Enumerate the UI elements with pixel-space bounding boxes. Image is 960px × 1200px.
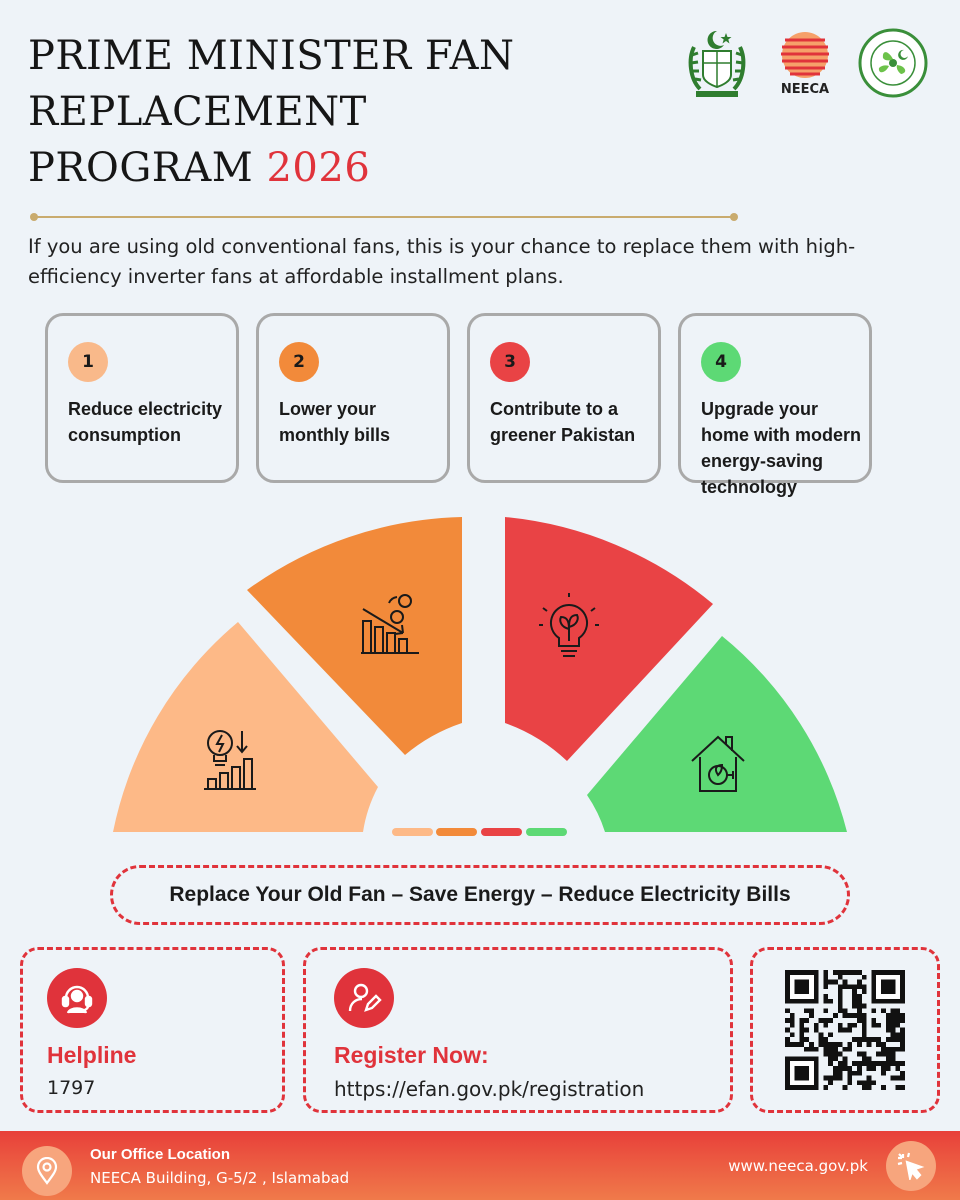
title-year: 2026 bbox=[266, 145, 371, 191]
gauge-tick-3 bbox=[481, 828, 522, 836]
benefit-number: 1 bbox=[68, 342, 108, 382]
helpline-number[interactable]: 1797 bbox=[47, 1077, 96, 1099]
benefit-text: Contribute to a greener Pakistan bbox=[490, 399, 636, 445]
office-location-label: Our Office Location bbox=[90, 1146, 231, 1163]
gauge-tick-1 bbox=[392, 828, 433, 836]
intro-text: If you are using old conventional fans, this is your chance to replace them with high-efficiency inverter fans at affordable installment plans. bbox=[28, 235, 856, 288]
qr-code[interactable] bbox=[785, 970, 905, 1090]
logo-group bbox=[682, 26, 928, 100]
headset-icon bbox=[47, 968, 107, 1028]
title-line-1: PRIME MINISTER FAN bbox=[28, 33, 515, 79]
tagline: Replace Your Old Fan – Save Energy – Reduce Electricity Bills bbox=[110, 865, 850, 925]
gauge-tick-2 bbox=[436, 828, 477, 836]
website-link[interactable]: www.neeca.gov.pk bbox=[728, 1157, 868, 1175]
location-pin-icon bbox=[22, 1146, 72, 1196]
benefit-number: 3 bbox=[490, 342, 530, 382]
benefit-card bbox=[256, 313, 450, 483]
neeca-logo-text: NEECA bbox=[780, 81, 830, 97]
footer bbox=[0, 1131, 960, 1200]
neeca-logo bbox=[770, 26, 840, 100]
office-address: NEECA Building, G-5/2 , Islamabad bbox=[90, 1169, 350, 1187]
register-box bbox=[303, 947, 733, 1113]
government-emblem-logo bbox=[682, 26, 752, 100]
register-title: Register Now: bbox=[334, 1042, 489, 1068]
benefit-text: Lower your monthly bills bbox=[279, 399, 391, 445]
benefit-card bbox=[45, 313, 239, 483]
helpline-title: Helpline bbox=[47, 1042, 137, 1068]
benefit-number: 4 bbox=[701, 342, 741, 382]
benefit-number: 2 bbox=[279, 342, 319, 382]
savings-gauge bbox=[0, 505, 960, 850]
qr-box bbox=[750, 947, 940, 1113]
fan-replacement-program-badge-logo bbox=[858, 26, 928, 100]
benefit-text: Reduce electricity consumption bbox=[68, 399, 223, 445]
user-edit-icon bbox=[334, 968, 394, 1028]
helpline-box bbox=[20, 947, 285, 1113]
title-divider bbox=[30, 213, 738, 221]
click-cursor-icon bbox=[886, 1141, 936, 1191]
gauge-tick-4 bbox=[526, 828, 567, 836]
benefit-card bbox=[467, 313, 661, 483]
registration-link[interactable]: https://efan.gov.pk/registration bbox=[334, 1077, 645, 1101]
benefit-card bbox=[678, 313, 872, 497]
benefits-row bbox=[45, 313, 872, 497]
page-title bbox=[28, 28, 515, 196]
title-line-2: REPLACEMENT bbox=[28, 89, 367, 135]
title-line-3: PROGRAM bbox=[28, 145, 254, 191]
benefit-text: Upgrade your home with modern energy-saving technology bbox=[701, 399, 862, 497]
